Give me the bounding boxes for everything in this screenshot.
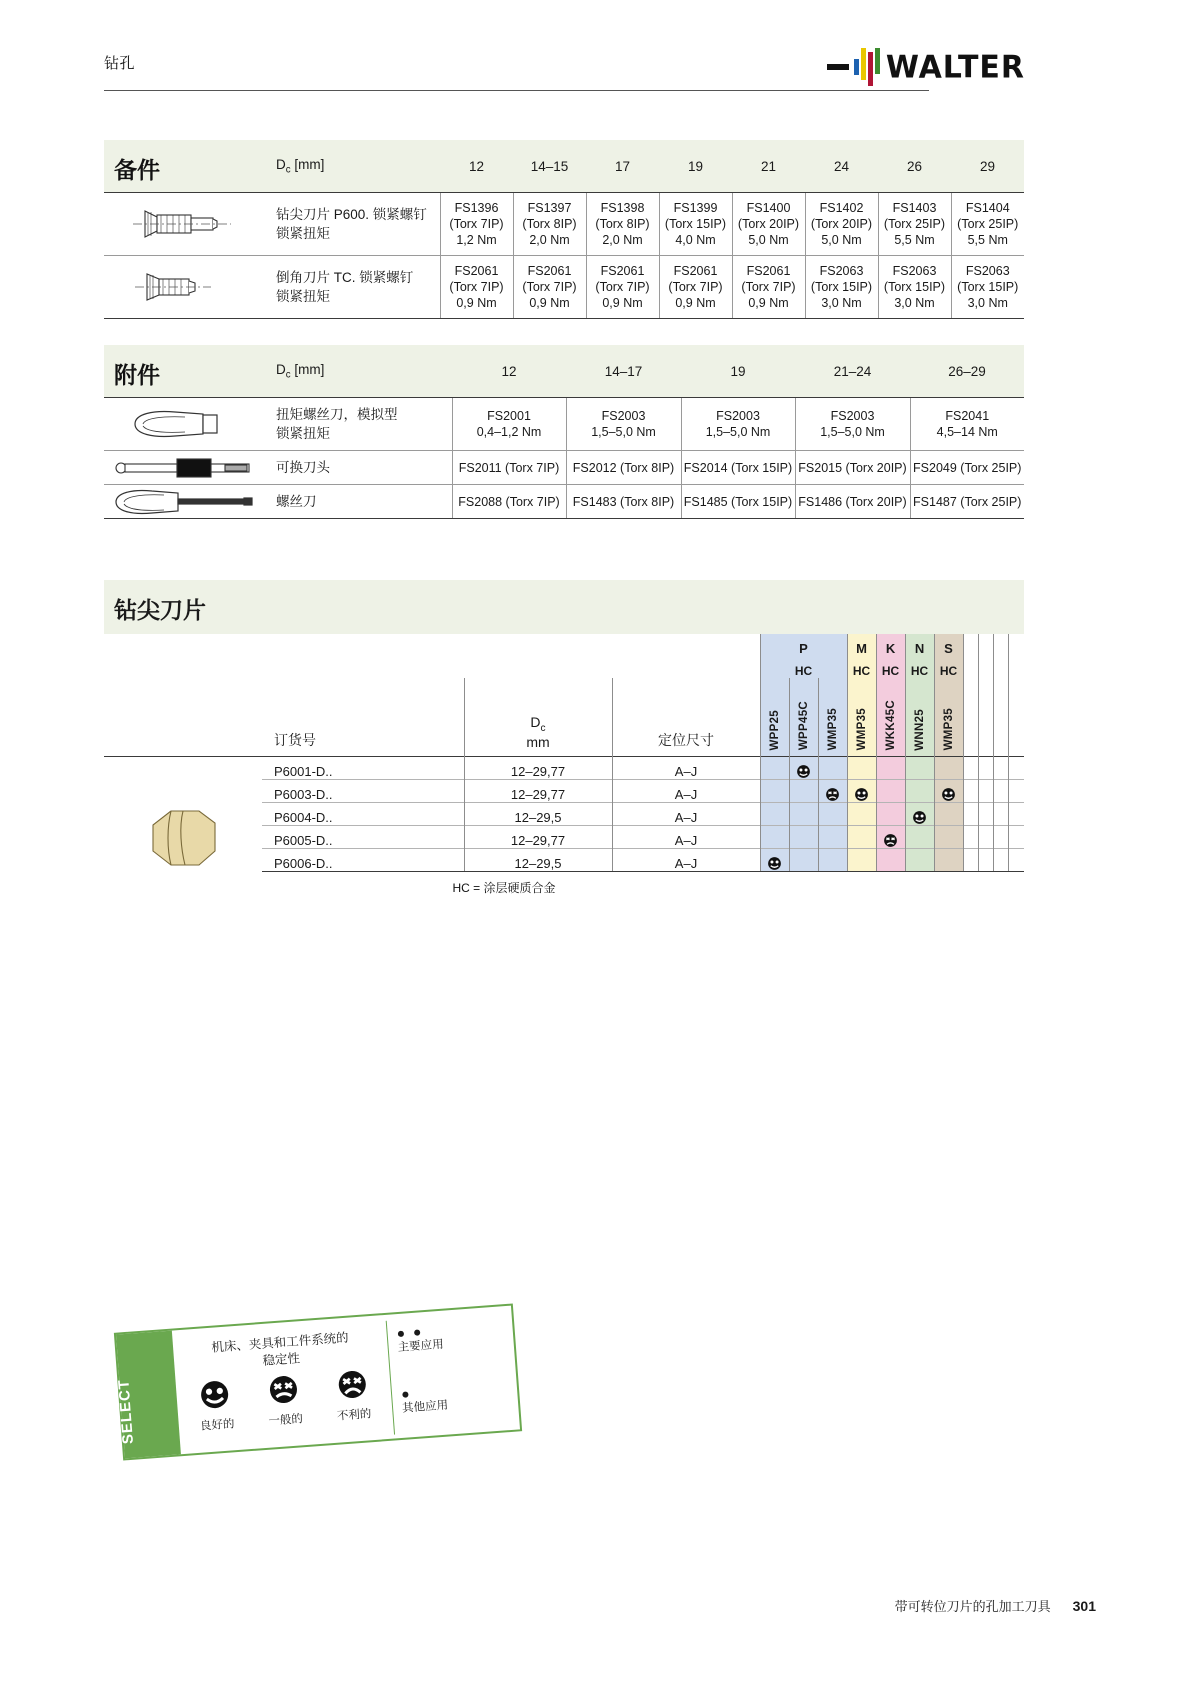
spare-row-1-desc-2: 锁紧扭矩 [276, 289, 330, 304]
insert-dc-0: 12–29,77 [464, 756, 612, 779]
spare-col-6: 26 [878, 140, 951, 193]
spare-cell-1-7 [951, 256, 1024, 319]
torque: 3,0 Nm [821, 296, 862, 310]
acc-row-2-desc [262, 485, 452, 519]
acc-dc-label: $D_c$ [mm] [262, 345, 452, 398]
insert-dc-2: 12–29,5 [464, 802, 612, 825]
grade-col-5 [905, 678, 934, 756]
mark-3-2 [818, 825, 847, 848]
hc-P: HC [760, 656, 847, 678]
acc-row-1-desc [262, 451, 452, 485]
inserts-section [104, 580, 1024, 896]
mark-2-0 [760, 802, 789, 825]
mark-3-6 [934, 825, 963, 848]
acc-row-0-desc-1: 扭矩螺丝刀，模拟型 [276, 407, 398, 422]
mark-1-1 [789, 779, 818, 802]
spare-dc-label: $D_c$ [mm] [262, 140, 440, 193]
torque-screwdriver-icon [104, 398, 262, 451]
walter-select-legend [96, 1304, 522, 1461]
torque: 1,5–5,0 Nm [591, 425, 656, 439]
code: FS1397 [527, 201, 572, 215]
insert-pos-1: A–J [612, 779, 760, 802]
mark-0-1 [789, 756, 818, 779]
group-N: N [905, 634, 934, 656]
torque: 0,9 Nm [602, 296, 643, 310]
table-row [104, 756, 1024, 779]
code: FS1403 [892, 201, 937, 215]
acc-col-4: 26–29 [910, 345, 1024, 398]
acc-cell-1-0: FS2011 (Torx 7IP) [452, 451, 566, 485]
walter-logo [827, 46, 1025, 88]
mark-4-0 [760, 848, 789, 871]
spare-cell-0-5 [805, 193, 878, 256]
mark-3-1 [789, 825, 818, 848]
primary-application-icon [796, 764, 811, 779]
spare-parts-header-row [104, 140, 1024, 193]
insert-order-no-2: P6004-D.. [262, 802, 464, 825]
torx: (Torx 8IP) [522, 217, 577, 231]
primary-application-icon [941, 787, 956, 802]
accessories-table [104, 345, 1024, 519]
grade-label: WNN25 [913, 708, 926, 751]
mark-4-6 [934, 848, 963, 871]
mark-0-2 [818, 756, 847, 779]
acc-cell-0-4 [910, 398, 1024, 451]
code: FS2063 [892, 264, 937, 278]
torx: (Torx 7IP) [522, 280, 577, 294]
accessories-section [104, 345, 1024, 519]
mark-1-5 [905, 779, 934, 802]
torx: (Torx 7IP) [741, 280, 796, 294]
mark-2-6 [934, 802, 963, 825]
mark-1-2 [818, 779, 847, 802]
mark-1-3 [847, 779, 876, 802]
stability-title-line1: 机床、夹具和工件系统的 [210, 1330, 350, 1355]
mark-2-1 [789, 802, 818, 825]
mark-4-4 [876, 848, 905, 871]
spare-col-2: 17 [586, 140, 659, 193]
face-good-label: 良好的 [199, 1418, 235, 1433]
neutral-face-icon [267, 1373, 299, 1405]
stability-faces [180, 1367, 389, 1435]
mark-3-0 [760, 825, 789, 848]
grade-col-2 [818, 678, 847, 756]
hc-row [104, 656, 1024, 678]
footer-page-number: 301 [1072, 1598, 1096, 1614]
hc-K: HC [876, 656, 905, 678]
acc-cell-1-3: FS2015 (Torx 20IP) [795, 451, 910, 485]
grade-label: WKK45C [884, 700, 897, 751]
torque: 5,5 Nm [967, 233, 1008, 247]
spare-cell-1-3 [659, 256, 732, 319]
hc-M: HC [847, 656, 876, 678]
table-row [104, 193, 1024, 256]
walter-select-brand-band [96, 1331, 181, 1459]
code: FS2061 [454, 264, 499, 278]
grade-col-4 [876, 678, 905, 756]
page-title: 钻孔 [104, 55, 136, 72]
insert-order-no-3: P6005-D.. [262, 825, 464, 848]
torx: (Torx 20IP) [737, 217, 800, 231]
spare-header-title-cell [104, 140, 262, 193]
group-P: P [760, 634, 847, 656]
face-neutral-label: 一般的 [268, 1413, 304, 1428]
walter-select-legend-entries [396, 1320, 514, 1416]
code: FS2003 [830, 409, 875, 423]
brand-line1: WALTER [96, 1377, 119, 1448]
acc-cell-2-3: FS1486 (Torx 20IP) [795, 485, 910, 519]
spare-cell-0-4 [732, 193, 805, 256]
torx: (Torx 25IP) [957, 217, 1019, 231]
spare-cell-0-1 [513, 193, 586, 256]
legend-primary [396, 1320, 510, 1355]
page-footer [895, 1596, 1096, 1615]
torque: 5,0 Nm [821, 233, 862, 247]
torque: 0,4–1,2 Nm [476, 425, 542, 439]
torque: 3,0 Nm [894, 296, 935, 310]
insert-pos-3: A–J [612, 825, 760, 848]
page-header [104, 48, 1025, 86]
grade-col-6 [934, 678, 963, 756]
table-row [104, 398, 1024, 451]
acc-col-1: 14–17 [566, 345, 681, 398]
torque: 1,2 Nm [456, 233, 497, 247]
code: FS2061 [746, 264, 791, 278]
code: FS1398 [600, 201, 645, 215]
mark-4-2 [818, 848, 847, 871]
mark-4-3 [847, 848, 876, 871]
mark-2-4 [876, 802, 905, 825]
legend-secondary [401, 1381, 515, 1416]
acc-cell-0-2 [681, 398, 795, 451]
torx: (Torx 7IP) [668, 280, 723, 294]
inserts-section-header [104, 580, 1024, 634]
code: FS1400 [746, 201, 791, 215]
acc-cell-0-1 [566, 398, 681, 451]
torque: 3,0 Nm [967, 296, 1008, 310]
spare-parts-table [104, 140, 1024, 319]
torx: (Torx 15IP) [883, 280, 946, 294]
spare-row-0-desc-2: 锁紧扭矩 [276, 226, 330, 241]
mark-0-5 [905, 756, 934, 779]
spare-row-0-desc [262, 193, 440, 256]
spare-col-0: 12 [440, 140, 513, 193]
acc-cell-2-1: FS1483 (Torx 8IP) [566, 485, 681, 519]
code: FS2003 [716, 409, 760, 423]
inserts-table [104, 634, 1024, 872]
code: FS2041 [945, 409, 990, 423]
torque: 1,5–5,0 Nm [820, 425, 885, 439]
hc-S: HC [934, 656, 963, 678]
mark-0-0 [760, 756, 789, 779]
code: FS2061 [673, 264, 718, 278]
code: FS1399 [673, 201, 718, 215]
acc-col-3: 21–24 [795, 345, 910, 398]
walter-select-stability [176, 1323, 390, 1448]
code: FS2003 [601, 409, 646, 423]
col-dc [464, 678, 612, 756]
torque: 4,0 Nm [675, 233, 716, 247]
material-group-row [104, 634, 1024, 656]
mark-1-6 [934, 779, 963, 802]
torque: 0,9 Nm [748, 296, 789, 310]
grade-col-3 [847, 678, 876, 756]
acc-cell-2-2: FS1485 (Torx 15IP) [681, 485, 795, 519]
stability-title [176, 1323, 384, 1376]
spare-row-1-desc-1: 倒角刀片 TC. 锁紧螺钉 [276, 270, 414, 285]
spare-col-7: 29 [951, 140, 1024, 193]
brand-line2: SELECT [115, 1378, 137, 1445]
group-K: K [876, 634, 905, 656]
header-divider [104, 90, 929, 91]
stability-title-line2: 稳定性 [262, 1351, 301, 1368]
spare-cell-1-6 [878, 256, 951, 319]
grade-col-1 [789, 678, 818, 756]
mark-2-2 [818, 802, 847, 825]
acc-cell-1-4: FS2049 (Torx 25IP) [910, 451, 1024, 485]
torx: (Torx 25IP) [883, 217, 946, 231]
insert-pos-0: A–J [612, 756, 760, 779]
walter-select-box [96, 1304, 522, 1461]
acc-col-2: 19 [681, 345, 795, 398]
grade-label: WPP45C [797, 701, 810, 751]
mark-1-0 [760, 779, 789, 802]
mark-3-3 [847, 825, 876, 848]
torque: 5,5 Nm [894, 233, 935, 247]
spare-row-0-desc-1: 钻尖刀片 P600. 锁紧螺钉 [276, 207, 427, 222]
spare-col-1: 14–15 [513, 140, 586, 193]
bit-icon [104, 451, 262, 485]
acc-header-title-cell [104, 345, 262, 398]
table-row [104, 451, 1024, 485]
mark-0-3 [847, 756, 876, 779]
table-row [104, 256, 1024, 319]
drill-tip-insert-icon [104, 756, 262, 871]
spare-cell-0-6 [878, 193, 951, 256]
primary-application-icon [854, 787, 869, 802]
good-face-icon [199, 1379, 231, 1411]
acc-cell-1-2: FS2014 (Torx 15IP) [681, 451, 795, 485]
mark-4-1 [789, 848, 818, 871]
logo-text: WALTER [885, 48, 1025, 86]
accessories-header-row [104, 345, 1024, 398]
group-S: S [934, 634, 963, 656]
code: FS1396 [454, 201, 499, 215]
spare-col-5: 24 [805, 140, 878, 193]
code: FS2063 [965, 264, 1010, 278]
hc-note: HC = 涂层硬质合金 [452, 880, 556, 895]
acc-row-2-desc-1: 螺丝刀 [276, 494, 317, 509]
code: FS2061 [600, 264, 645, 278]
accessories-title: 附件 [114, 362, 160, 388]
torque: 0,9 Nm [456, 296, 497, 310]
bad-face-icon [336, 1368, 368, 1400]
insert-order-no-0: P6001-D.. [262, 756, 464, 779]
spare-cell-0-0 [440, 193, 513, 256]
hc-note-wrap [104, 879, 1024, 896]
torque: 5,0 Nm [748, 233, 789, 247]
spare-cell-0-7 [951, 193, 1024, 256]
face-bad-label: 不利的 [336, 1408, 372, 1423]
grade-label: WMP35 [855, 708, 868, 751]
acc-row-1-desc-1: 可换刀头 [276, 460, 330, 475]
torque: 2,0 Nm [602, 233, 643, 247]
secondary-application-icon [883, 833, 898, 848]
grade-label: WMP35 [826, 708, 839, 751]
primary-application-icon [912, 810, 927, 825]
spare-cell-1-0 [440, 256, 513, 319]
logo-bars-icon [854, 48, 882, 86]
insert-order-no-4: P6006-D.. [262, 848, 464, 871]
torque: 0,9 Nm [675, 296, 716, 310]
col-position: 定位尺寸 [612, 678, 760, 756]
acc-col-0: 12 [452, 345, 566, 398]
screwdriver-icon [104, 485, 262, 519]
legend-secondary-dots: ● [400, 1385, 413, 1402]
spare-col-4: 21 [732, 140, 805, 193]
chamfer-screw-icon [104, 256, 262, 319]
acc-row-0-desc-2: 锁紧扭矩 [276, 426, 330, 441]
acc-row-0-desc [262, 398, 452, 451]
insert-pos-2: A–J [612, 802, 760, 825]
insert-dc-4: 12–29,5 [464, 848, 612, 871]
acc-cell-0-0 [452, 398, 566, 451]
hc-N: HC [905, 656, 934, 678]
code: FS1402 [819, 201, 864, 215]
code: FS2063 [819, 264, 864, 278]
torque: 1,5–5,0 Nm [705, 425, 771, 439]
code: FS1404 [965, 201, 1010, 215]
mark-4-5 [905, 848, 934, 871]
spare-cell-1-4 [732, 256, 805, 319]
spare-cell-0-2 [586, 193, 659, 256]
face-bad [334, 1368, 372, 1423]
group-M: M [847, 634, 876, 656]
spare-parts-title: 备件 [114, 157, 160, 183]
mark-2-5 [905, 802, 934, 825]
legend-primary-dots: ● ● [396, 1323, 424, 1342]
spare-cell-1-1 [513, 256, 586, 319]
spare-col-3: 19 [659, 140, 732, 193]
primary-application-icon [767, 856, 782, 871]
torx: (Torx 7IP) [449, 217, 504, 231]
locking-screw-icon [104, 193, 262, 256]
mark-3-4 [876, 825, 905, 848]
mark-1-4 [876, 779, 905, 802]
insert-dc-1: 12–29,77 [464, 779, 612, 802]
secondary-application-icon [825, 787, 840, 802]
acc-cell-0-3 [795, 398, 910, 451]
torx: (Torx 15IP) [664, 217, 727, 231]
torque: 2,0 Nm [529, 233, 570, 247]
code: FS2001 [487, 409, 531, 423]
insert-pos-4: A–J [612, 848, 760, 871]
spare-row-1-desc [262, 256, 440, 319]
acc-cell-2-0: FS2088 (Torx 7IP) [452, 485, 566, 519]
table-row [104, 485, 1024, 519]
mark-0-4 [876, 756, 905, 779]
torx: (Torx 15IP) [810, 280, 873, 294]
insert-order-no-1: P6003-D.. [262, 779, 464, 802]
torx: (Torx 20IP) [810, 217, 873, 231]
col-dc-line2: mm [526, 733, 550, 750]
acc-cell-2-4: FS1487 (Torx 25IP) [910, 485, 1024, 519]
grade-col-0 [760, 678, 789, 756]
spare-cell-1-2 [586, 256, 659, 319]
spare-parts-section [104, 140, 1024, 319]
inserts-title: 钻尖刀片 [114, 597, 206, 623]
torx: (Torx 8IP) [595, 217, 650, 231]
col-dc-line1: $D_c$ [530, 713, 546, 734]
legend-secondary-label: 其他应用 [401, 1399, 449, 1415]
face-good [197, 1378, 235, 1433]
mark-3-5 [905, 825, 934, 848]
code: FS2061 [527, 264, 572, 278]
acc-cell-1-1: FS2012 (Torx 8IP) [566, 451, 681, 485]
spare-cell-1-5 [805, 256, 878, 319]
col-order-no: 订货号 [274, 731, 316, 748]
insert-dc-3: 12–29,77 [464, 825, 612, 848]
mark-2-3 [847, 802, 876, 825]
legend-primary-label: 主要应用 [397, 1338, 445, 1355]
torx: (Torx 15IP) [957, 280, 1019, 294]
footer-text: 带可转位刀片的孔加工刀具 [894, 1599, 1051, 1614]
torque: 0,9 Nm [529, 296, 570, 310]
torque: 4,5–14 Nm [936, 425, 998, 439]
logo-dash-icon [827, 64, 849, 70]
grade-label: WMP35 [942, 708, 955, 751]
torx: (Torx 7IP) [449, 280, 504, 294]
grade-label: WPP25 [768, 710, 781, 751]
inserts-header-row [104, 678, 1024, 756]
mark-0-6 [934, 756, 963, 779]
face-neutral [265, 1373, 303, 1428]
torx: (Torx 7IP) [595, 280, 650, 294]
spare-cell-0-3 [659, 193, 732, 256]
